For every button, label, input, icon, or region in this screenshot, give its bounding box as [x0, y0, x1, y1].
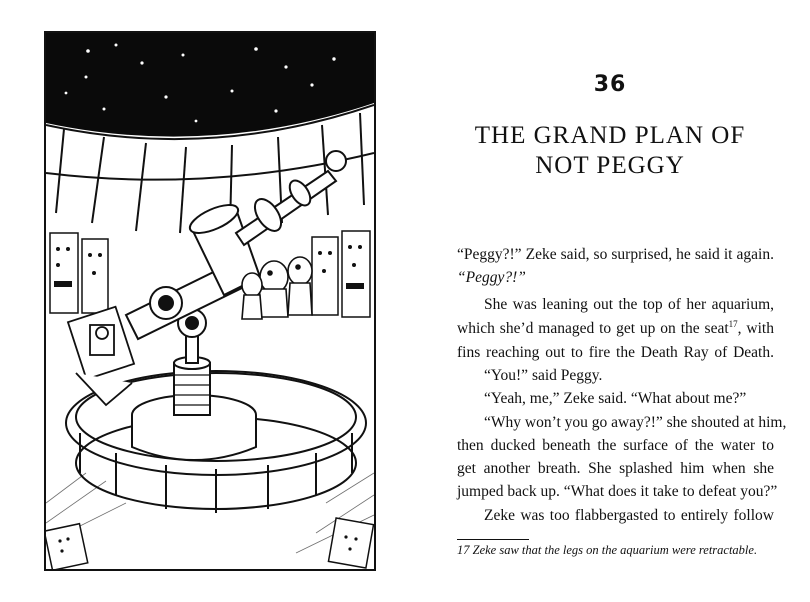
body-line: “Yeah, me,” Zeke said. “What about me?” [484, 390, 747, 407]
footnote-divider [457, 539, 529, 540]
body-text: , with [737, 320, 774, 337]
body-line: fins reaching out to fire the Death Ray of Death. [457, 344, 774, 361]
body-line: jumped back up. “What does it take to defeat you?” [457, 483, 778, 500]
chapter-number: 36 [593, 72, 627, 97]
body-line: She was leaning out the top of her aquarium, [484, 296, 774, 313]
chapter-title-line2: NOT PEGGY [535, 152, 685, 179]
footnote: 17 Zeke saw that the legs on the aquarium were retractable. [457, 543, 758, 557]
body-line: Zeke was too flabbergasted to entirely follow [484, 507, 774, 524]
body-line: “Peggy?!” [457, 269, 526, 286]
body-text: which she’d managed to get up on the seat [457, 320, 729, 337]
body-line: “You!” said Peggy. [484, 367, 603, 384]
body-line: “Why won’t you go away?!” she shouted at him, [484, 414, 787, 431]
body-line: “Peggy?!” Zeke said, so surprised, he said it again. [457, 246, 774, 263]
body-line: then ducked beneath the surface of the water to [457, 437, 774, 454]
chapter-illustration [44, 31, 376, 571]
footnote-marker: 17 [728, 318, 738, 329]
observatory-death-ray-icon [46, 33, 374, 569]
body-line [457, 319, 774, 339]
body-line: get another breath. She splashed him when she [457, 460, 774, 477]
chapter-title [470, 121, 750, 181]
chapter-title-line1: THE GRAND PLAN OF [474, 122, 746, 149]
